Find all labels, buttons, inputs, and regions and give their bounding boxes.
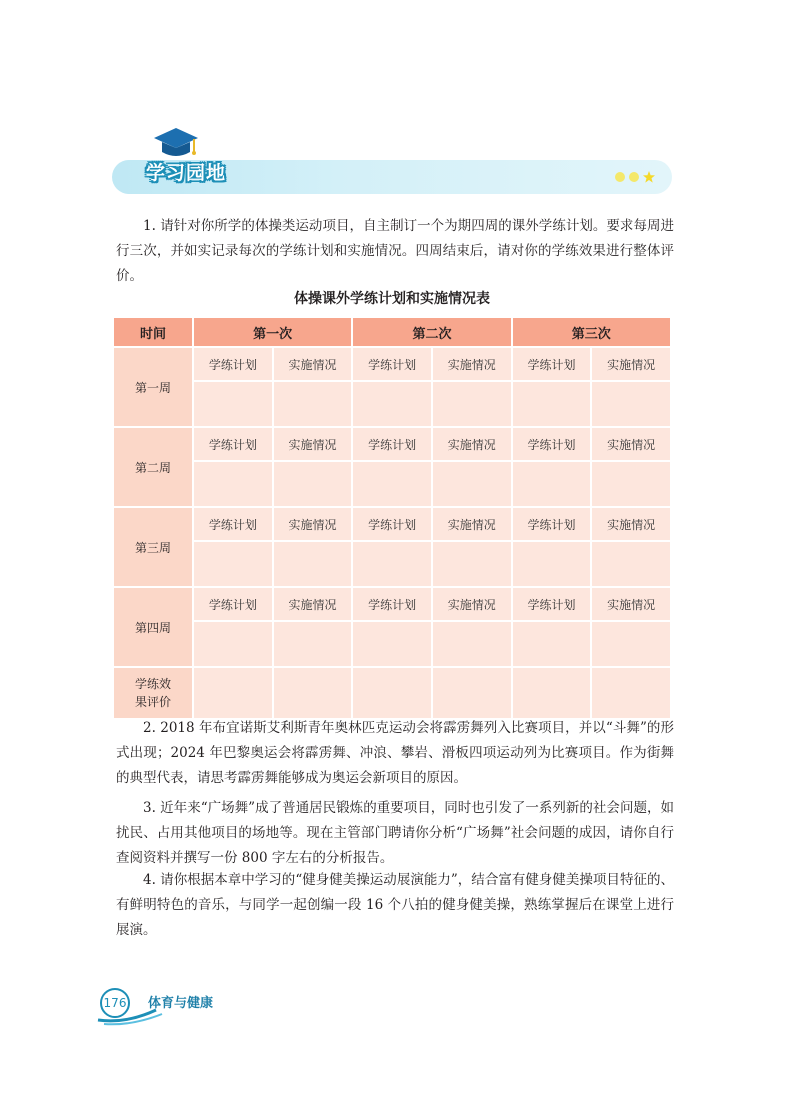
header-third: 第三次 bbox=[512, 317, 671, 347]
blank-cell bbox=[512, 381, 592, 427]
week-label: 第一周 bbox=[113, 347, 193, 427]
blank-cell bbox=[193, 621, 273, 667]
blank-cell bbox=[352, 541, 432, 587]
eval-cell bbox=[512, 667, 592, 719]
blank-cell bbox=[512, 541, 592, 587]
blank-cell bbox=[193, 461, 273, 507]
header-time: 时间 bbox=[113, 317, 193, 347]
book-title: 体育与健康 bbox=[148, 996, 214, 1011]
sub-impl-label: 实施情况 bbox=[432, 587, 512, 621]
sub-impl-label: 实施情况 bbox=[591, 587, 671, 621]
table-row bbox=[113, 347, 671, 381]
plan-table bbox=[112, 316, 672, 720]
table-row bbox=[113, 587, 671, 621]
eval-cell bbox=[273, 667, 353, 719]
sub-impl-label: 实施情况 bbox=[432, 427, 512, 461]
header-first: 第一次 bbox=[193, 317, 352, 347]
page-number: 176 bbox=[100, 988, 130, 1018]
header-second: 第二次 bbox=[352, 317, 511, 347]
sub-plan-label: 学练计划 bbox=[512, 587, 592, 621]
table-row bbox=[113, 461, 671, 507]
question-3: 3. 近年来“广场舞”成了普通居民锻炼的重要项目，同时也引发了一系列新的社会问题，如扰民、占用其他项目的场地等。现在主管部门聘请你分析“广场舞”社会问题的成因，请你自行查阅资料并撰写一份 800 字左右的分析报告。 bbox=[116, 800, 674, 866]
table-row bbox=[113, 667, 671, 719]
sub-plan-label: 学练计划 bbox=[352, 587, 432, 621]
blank-cell bbox=[591, 621, 671, 667]
sub-impl-label: 实施情况 bbox=[273, 347, 353, 381]
eval-cell bbox=[352, 667, 432, 719]
sub-plan-label: 学练计划 bbox=[193, 587, 273, 621]
star-icon bbox=[643, 171, 655, 183]
question-4: 4. 请你根据本章中学习的“健身健美操运动展演能力”，结合富有健身健美操项目特征的、有鲜明特色的音乐，与同学一起创编一段 16 个八拍的健身健美操，熟练掌握后在课堂上进行展演。 bbox=[116, 872, 674, 938]
sub-plan-label: 学练计划 bbox=[193, 507, 273, 541]
eval-label-line1: 学练效 bbox=[134, 677, 171, 691]
blank-cell bbox=[273, 541, 353, 587]
sub-plan-label: 学练计划 bbox=[512, 507, 592, 541]
table-row bbox=[113, 621, 671, 667]
blank-cell bbox=[591, 461, 671, 507]
blank-cell bbox=[352, 461, 432, 507]
blank-cell bbox=[432, 461, 512, 507]
week-label: 第二周 bbox=[113, 427, 193, 507]
question-1: 1. 请针对你所学的体操类运动项目，自主制订一个为期四周的课外学练计划。要求每周进行三次，并如实记录每次的学练计划和实施情况。四周结束后，请对你的学练效果进行整体评价。 bbox=[116, 218, 674, 284]
blank-cell bbox=[512, 621, 592, 667]
dot-decoration bbox=[629, 172, 639, 182]
sub-plan-label: 学练计划 bbox=[512, 347, 592, 381]
sub-impl-label: 实施情况 bbox=[432, 507, 512, 541]
table-row bbox=[113, 381, 671, 427]
sub-impl-label: 实施情况 bbox=[591, 507, 671, 541]
blank-cell bbox=[273, 381, 353, 427]
sub-plan-label: 学练计划 bbox=[193, 347, 273, 381]
eval-cell bbox=[193, 667, 273, 719]
blank-cell bbox=[432, 541, 512, 587]
eval-label bbox=[113, 667, 193, 719]
table-title: 体操课外学练计划和实施情况表 bbox=[294, 291, 490, 307]
blank-cell bbox=[432, 381, 512, 427]
question-2: 2. 2018 年布宜诺斯艾利斯青年奥林匹克运动会将霹雳舞列入比赛项目，并以“斗舞”的形式出现；2024 年巴黎奥运会将霹雳舞、冲浪、攀岩、滑板四项运动列为比赛项目。作为街舞的典型代表，请思考霹雳舞能够成为奥运会新项目的原因。 bbox=[116, 720, 674, 786]
sub-impl-label: 实施情况 bbox=[591, 427, 671, 461]
blank-cell bbox=[512, 461, 592, 507]
blank-cell bbox=[352, 621, 432, 667]
table-header-row bbox=[113, 317, 671, 347]
sub-plan-label: 学练计划 bbox=[352, 347, 432, 381]
sub-impl-label: 实施情况 bbox=[273, 587, 353, 621]
dot-decoration bbox=[615, 172, 625, 182]
sub-plan-label: 学练计划 bbox=[352, 427, 432, 461]
sub-plan-label: 学练计划 bbox=[352, 507, 432, 541]
table-row bbox=[113, 427, 671, 461]
blank-cell bbox=[273, 621, 353, 667]
sub-plan-label: 学练计划 bbox=[193, 427, 273, 461]
banner-title: 学习园地 bbox=[146, 162, 227, 184]
banner-dots bbox=[615, 172, 655, 184]
table-row bbox=[113, 507, 671, 541]
blank-cell bbox=[193, 381, 273, 427]
blank-cell bbox=[352, 381, 432, 427]
week-label: 第三周 bbox=[113, 507, 193, 587]
table-row bbox=[113, 541, 671, 587]
week-label: 第四周 bbox=[113, 587, 193, 667]
blank-cell bbox=[591, 381, 671, 427]
sub-impl-label: 实施情况 bbox=[591, 347, 671, 381]
sub-impl-label: 实施情况 bbox=[432, 347, 512, 381]
blank-cell bbox=[273, 461, 353, 507]
eval-cell bbox=[432, 667, 512, 719]
sub-impl-label: 实施情况 bbox=[273, 507, 353, 541]
blank-cell bbox=[193, 541, 273, 587]
blank-cell bbox=[432, 621, 512, 667]
blank-cell bbox=[591, 541, 671, 587]
eval-label-line2: 果评价 bbox=[134, 695, 171, 709]
eval-cell bbox=[591, 667, 671, 719]
sub-impl-label: 实施情况 bbox=[273, 427, 353, 461]
sub-plan-label: 学练计划 bbox=[512, 427, 592, 461]
